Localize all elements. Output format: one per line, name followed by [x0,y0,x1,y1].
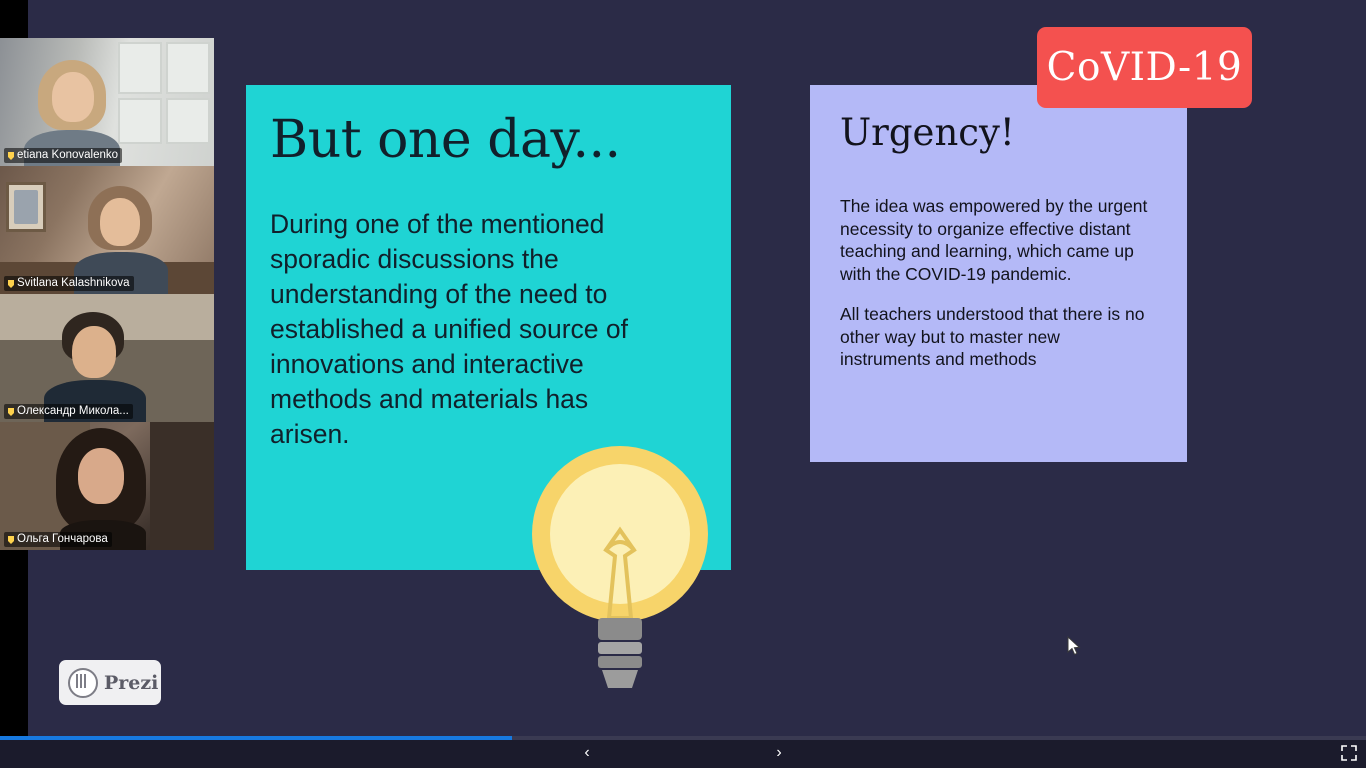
participant-name: Ольга Гончарова [4,532,112,547]
window-pane [166,98,210,144]
face [78,448,124,504]
urgency-paragraph-1: The idea was empowered by the urgent necessity to organize effective distant teaching and learning, which came up with the COVID-19 pandemic. [840,196,1148,284]
progress-track[interactable] [0,736,1366,740]
picture-content [14,190,38,224]
video-tile-participant-4[interactable] [0,422,214,550]
presentation-control-bar [0,736,1366,768]
previous-slide-button[interactable]: ‹ [584,744,590,761]
next-slide-button[interactable]: › [776,744,782,761]
video-tile-participant-2[interactable] [0,166,214,294]
presentation-stage[interactable] [28,0,1366,736]
participant-name: etiana Konovalenko [4,148,122,163]
covid-19-badge [1037,27,1252,108]
participant-name: Svitlana Kalashnikova [4,276,134,291]
participant-name: Олександр Микола... [4,404,133,419]
window-pane [118,42,162,94]
slide-title-urgency: Urgency! [840,111,1015,154]
video-tile-participant-1[interactable] [0,38,214,166]
face [100,198,140,246]
video-tile-participant-3[interactable] [0,294,214,422]
urgency-paragraph-2: All teachers understood that there is no other way but to master new instruments and methods [840,304,1145,369]
lightbulb-icon [503,430,743,695]
slide-card-urgency [810,85,1187,462]
slide-title-but-one-day: But one day... [270,110,621,170]
window-pane [118,98,162,144]
slide-body-urgency [840,195,1155,371]
prezi-logo-label: Prezi [104,671,159,694]
window-pane [166,42,210,94]
covid-19-badge-label: CoVID-19 [1046,45,1243,90]
progress-fill [0,736,512,740]
prezi-mark-icon [68,668,98,698]
wall-right [150,422,214,550]
prezi-logo[interactable] [59,660,161,705]
face [72,326,116,378]
face [52,72,94,122]
fullscreen-icon[interactable] [1340,744,1358,762]
slide-body-but-one-day: During one of the mentioned sporadic discussions the understanding of the need to established a unified source of innovations and interactive methods and materials has arisen. [270,209,628,449]
video-participants-strip [0,38,214,550]
